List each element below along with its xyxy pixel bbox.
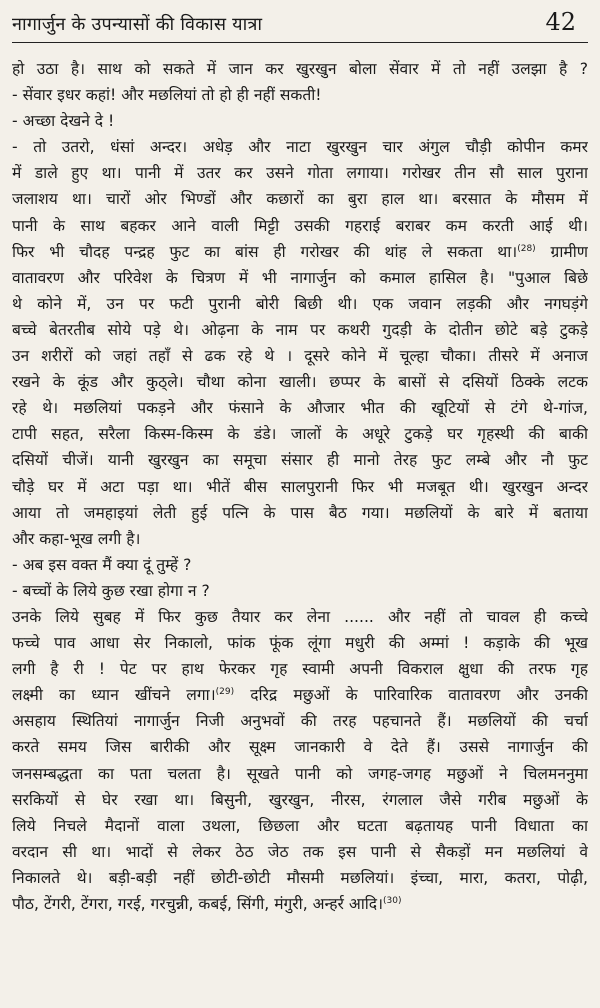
text-line <box>12 186 588 212</box>
text-line <box>12 708 588 734</box>
line-text: जनसम्बद्धता का पता चलता है। सूखते पानी को जगह-जगह मछुओं ने चिलमननुमा <box>12 764 588 783</box>
text-line <box>12 134 588 160</box>
line-text: फच्चे पाव आधा सेर निकालो, फांक फूंक लूंगा मधुरी की अम्मां ! कड़ाके की भूख <box>12 634 588 653</box>
line-text: फिर भी चौदह पन्द्रह फुट का बांस ही गरोखर की थांह ले सकता था। <box>12 242 518 261</box>
line-text: थे कोने में, उन पर फटी पुरानी बोरी बिछी थी। एक जवान लड़की और नगघड़ंगे <box>12 294 588 313</box>
line-text: ग्रामीण <box>535 242 588 261</box>
line-text: बच्चे बेतरतीब सोये पड़े थे। ओढ़ना के नाम पर कथरी गुदड़ी के दोतीन छोटे बड़े टुकड़े <box>12 320 588 339</box>
text-line <box>12 395 588 421</box>
line-text: में डाले हुए था। पानी में उतर कर उसने गोता लगाया। गरोखर तीन सौ साल पुराना <box>12 164 588 183</box>
line-text: रखने के कूंड और कुठ्ले। चौथा कोना खाली। छप्पर के बासों से दसियों ठिक्के लटक <box>12 373 588 392</box>
text-line <box>12 82 588 108</box>
text-line <box>12 526 588 552</box>
line-text: दसियों चीजें। यानी खुरखुन का समूचा संसार ही मानो तेरह फुट लम्बे और नौ फुट <box>12 451 588 470</box>
text-line <box>12 682 588 708</box>
text-line <box>12 421 588 447</box>
line-text: जलाशय था। चारों ओर भिण्डों और कछारों का बुरा हाल था। बरसात के मौसम में <box>12 190 588 209</box>
page-number: 42 <box>545 8 576 36</box>
text-line <box>12 474 588 500</box>
line-text: और कहा-भूख लगी है। <box>12 529 141 548</box>
line-text: - अब इस वक्त मैं क्या दूं तुम्हें ? <box>12 555 192 574</box>
line-text: दरिद्र मछुओं के पारिवारिक वातावरण और उनकी <box>234 686 588 705</box>
line-text: पानी के साथ बहकर आने वाली मिट्टी उसकी गहराई बराबर कम करती आई थी। <box>12 216 588 235</box>
text-line <box>12 56 588 82</box>
body-text <box>12 56 588 917</box>
text-line <box>12 291 588 317</box>
text-line <box>12 865 588 891</box>
text-line <box>12 761 588 787</box>
text-line <box>12 265 588 291</box>
page-header <box>12 8 588 43</box>
line-text: - सेंवार इधर कहां! और मछलियां तो हो ही नहीं सकती! <box>12 86 322 105</box>
footnote-marker: (30) <box>383 895 402 906</box>
line-text: आया तो जमहाइयां लेती हुई पत्नि के पास बैठ गया। मछलियों के बारे में बताया <box>12 503 588 522</box>
line-text: सरकियों से घेर रखा था। बिसुनी, खुरखुन, नीरस, रंगलाल जैसे गरीब मछुओं के <box>12 790 588 809</box>
text-line <box>12 447 588 473</box>
line-text: पौठ, टेंगरी, टेंगरा, गरई, गरचुन्नी, कबई, सिंगी, मंगुरी, अन्हर्र आदि। <box>12 895 383 913</box>
line-text: असहाय स्थितियां नागार्जुन निजी अनुभवों की तरह पहचानते हैं। मछलियों की चर्चा <box>12 712 588 731</box>
line-text: वरदान सी था। भादों से लेकर ठेठ जेठ तक इस पानी से सैकड़ों मन मछलियां वे <box>12 842 588 861</box>
text-line <box>12 369 588 395</box>
line-text: निकालते थे। बड़ी-बड़ी नहीं छोटी-छोटी मौसमी मछलियां। इंच्चा, मारा, कतरा, पोढ़ी, <box>12 868 588 887</box>
text-line <box>12 160 588 186</box>
line-text: लक्ष्मी का ध्यान खींचने लगा। <box>12 686 216 705</box>
line-text: रहे थे। मछलियां पकड़ने और फंसाने के औजार भीत की खूटियों से टंगे थे-गांज, <box>12 399 588 418</box>
line-text: उन शरीरों को जहां तहाँ से ढक रहे थे । दूसरे कोने में चूल्हा चौका। तीसरे में अनाज <box>12 347 588 366</box>
text-line <box>12 891 588 917</box>
text-line <box>12 734 588 760</box>
line-text: - तो उतरो, धंसां अन्दर। अधेड़ और नाटा खुरखुन चार अंगुल चौड़ी कोपीन कमर <box>12 138 588 157</box>
footnote-marker: (29) <box>215 687 235 698</box>
text-line <box>12 604 588 630</box>
line-text: वातावरण और परिवेश के चित्रण में भी नागार्जुन को कमाल हासिल है। "पुआल बिछे <box>12 268 588 287</box>
line-text: - बच्चों के लिये कुछ रखा होगा न ? <box>12 581 210 600</box>
text-line <box>12 578 588 604</box>
text-line <box>12 787 588 813</box>
line-text: - अच्छा देखने दे ! <box>12 112 115 131</box>
text-line <box>12 239 588 265</box>
text-line <box>12 500 588 526</box>
text-line <box>12 656 588 682</box>
text-line <box>12 317 588 343</box>
text-line <box>12 108 588 134</box>
line-text: हो उठा है। साथ को सकते में जान कर खुरखुन बोला सेंवार में तो नहीं उलझा है ? <box>12 60 588 78</box>
line-text: टापी सहत, सरैला किस्म-किस्म के डंडे। जालों के अधूरे टुकड़े घर गृहस्थी की बाकी <box>12 425 588 444</box>
line-text: लगी है री ! पेट पर हाथ फेरकर गृह स्वामी अपनी विकराल क्षुधा की तरफ गृह <box>12 660 588 679</box>
text-line <box>12 343 588 369</box>
text-line <box>12 813 588 839</box>
line-text: लिये निचले मैदानों वाला उथला, छिछला और घटता बढ़तायह पानी विधाता का <box>12 816 588 835</box>
text-line <box>12 213 588 239</box>
running-head: नागार्जुन के उपन्यासों की विकास यात्रा <box>12 14 263 35</box>
text-line <box>12 630 588 656</box>
line-text: उनके लिये सुबह में फिर कुछ तैयार कर लेना ...... और नहीं तो चावल ही कच्चे <box>12 607 588 626</box>
line-text: करते समय जिस बारीकी और सूक्ष्म जानकारी वे देते हैं। उससे नागार्जुन की <box>12 738 588 757</box>
text-line <box>12 839 588 865</box>
text-line <box>12 552 588 578</box>
line-text: चौड़े घर में अटा पड़ा था। भीतें बीस सालपुरानी फिर भी मजबूत थी। खुरखुन अन्दर <box>12 477 588 496</box>
footnote-marker: (28) <box>517 243 536 254</box>
